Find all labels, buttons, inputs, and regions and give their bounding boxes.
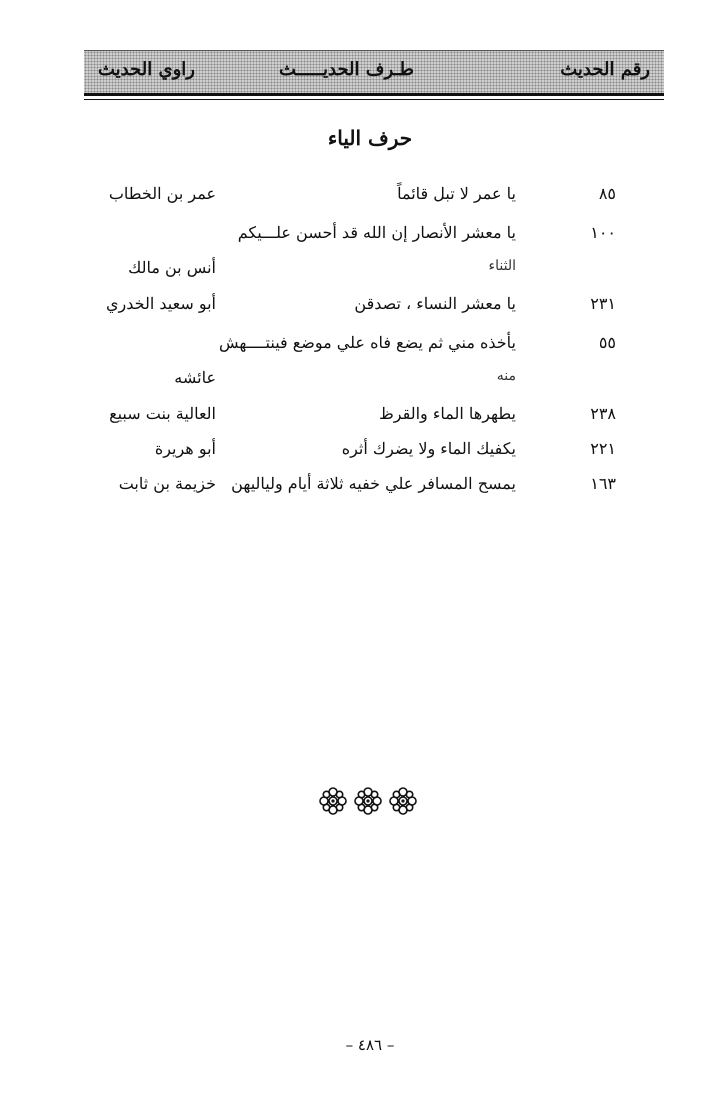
narrator-name: أبو سعيد الخدري: [106, 294, 216, 313]
hadith-number: ١٠٠: [590, 223, 616, 242]
index-row: [0, 439, 716, 469]
narrator-column-heading: راوي الحديث: [98, 59, 195, 80]
hadith-number: ٥٥: [598, 333, 616, 352]
floral-ornament-icon: [388, 786, 418, 816]
hadith-number: ٢٣٨: [590, 404, 616, 423]
hadith-text: يكفيك الماء ولا يضرك أثره: [341, 439, 516, 458]
header-rule-thin: [84, 99, 664, 100]
hadith-column-heading: طـرف الحديـــــث: [278, 59, 414, 80]
index-row-continuation: [0, 368, 716, 398]
page-header: [84, 50, 664, 93]
header-rule-thick: [84, 93, 664, 96]
index-row: [0, 223, 716, 253]
index-row: [0, 474, 716, 504]
hadith-number: ٢٣١: [590, 294, 616, 313]
narrator-name: العالية بنت سبيع: [109, 404, 216, 423]
index-row-continuation: [0, 258, 716, 288]
floral-ornament-icon: [318, 786, 348, 816]
floral-ornament-icon: [353, 786, 383, 816]
hadith-text-continuation: الثناء: [488, 258, 516, 274]
page-number: – ٤٨٦ –: [345, 1036, 395, 1054]
hadith-number: ٨٥: [598, 184, 616, 203]
index-row: [0, 294, 716, 324]
narrator-name: عمر بن الخطاب: [108, 184, 216, 203]
narrator-name: خزيمة بن ثابت: [118, 474, 216, 493]
narrator-name: أنس بن مالك: [128, 258, 216, 277]
hadith-text: يا معشر النساء ، تصدقن: [354, 294, 516, 313]
narrator-name: عائشه: [174, 368, 216, 387]
hadith-text: يطهرها الماء والقرظ: [379, 404, 516, 423]
hadith-text-continuation: منه: [496, 368, 516, 384]
narrator-name: أبو هريرة: [154, 439, 216, 458]
hadith-text: يأخذه مني ثم يضع فاه علي موضع فينتــــهش: [219, 333, 516, 352]
section-title: حرف الياء: [327, 126, 413, 150]
index-row: [0, 404, 716, 434]
section-end-ornament: [318, 786, 418, 820]
number-column-heading: رقم الحديث: [560, 59, 650, 80]
hadith-text: يمسح المسافر علي خفيه ثلاثة أيام ولياليهن: [231, 474, 516, 493]
hadith-number: ١٦٣: [590, 474, 616, 493]
hadith-text: يا عمر لا تبل قائماً: [397, 184, 516, 203]
index-row: [0, 333, 716, 363]
index-row: [0, 184, 716, 214]
hadith-number: ٢٢١: [590, 439, 616, 458]
hadith-text: يا معشر الأنصار إن الله قد أحسن علـــيكم: [237, 223, 516, 242]
